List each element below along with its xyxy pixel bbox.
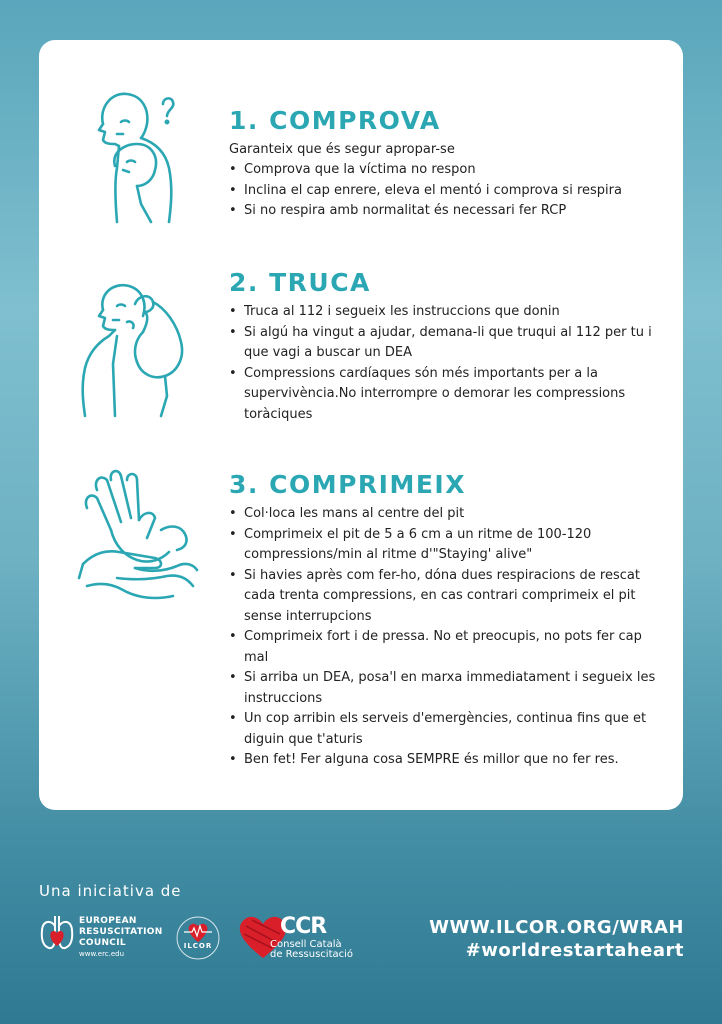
initiative-label: Una iniciativa de <box>39 882 182 900</box>
ilcor-logo <box>174 912 222 964</box>
bullet-list <box>229 504 669 771</box>
check-person-icon <box>89 88 189 228</box>
section-compress <box>229 470 669 771</box>
list-item: • Col·loca les mans al centre del pit <box>229 504 669 525</box>
list-item: • Si havies après com fer-ho, dóna dues respiracions de rescat cada trenta compressions, en cas contrari comprimeix el pit sense interrupcions <box>229 566 669 628</box>
ccr-name-line2: de Ressuscitació <box>270 949 354 960</box>
section-title: 2. TRUCA <box>229 268 371 297</box>
ccr-name-line1: Consell Català <box>270 939 342 950</box>
erc-logo <box>39 912 169 962</box>
info-card <box>39 40 683 810</box>
ccr-name <box>270 940 353 960</box>
ilcor-heartbeat-icon <box>174 912 222 964</box>
ccr-abbr: CCR <box>280 914 327 939</box>
lungs-heart-icon <box>39 912 75 952</box>
phone-call-person-icon <box>73 276 193 420</box>
list-item: • Inclina el cap enrere, eleva el mentó i comprova si respira <box>229 181 669 202</box>
list-item: • Compressions cardíaques són més importants per a la supervivència.No interrompre o demorar les compressions toràciques <box>229 364 669 426</box>
hashtag: #worldrestartaheart <box>465 940 684 961</box>
erc-url: www.erc.edu <box>79 950 125 958</box>
list-item: • Ben fet! Fer alguna cosa SEMPRE és millor que no fer res. <box>229 750 669 771</box>
section-call <box>229 268 669 425</box>
list-item: • Comprimeix fort i de pressa. No et preocupis, no pots fer cap mal <box>229 627 669 668</box>
section-title: 1. COMPROVA <box>229 106 441 135</box>
list-item: • Comprimeix el pit de 5 a 6 cm a un ritme de 100-120 compressions/min al ritme d'"Staying' alive" <box>229 525 669 566</box>
list-item: • Un cop arribin els serveis d'emergències, continua fins que et diguin que t'aturis <box>229 709 669 750</box>
section-intro: Garanteix que és segur apropar-se <box>229 142 455 157</box>
list-item: • Comprova que la víctima no respon <box>229 160 669 181</box>
section-title: 3. COMPRIMEIX <box>229 470 466 499</box>
list-item: • Truca al 112 i segueix les instruccions que donin <box>229 302 669 323</box>
list-item: • Si arriba un DEA, posa'l en marxa immediatament i segueix les instruccions <box>229 668 669 709</box>
list-item: • Si no respira amb normalitat és necessari fer RCP <box>229 201 669 222</box>
section-check <box>229 106 669 222</box>
website-link[interactable]: WWW.ILCOR.ORG/WRAH <box>429 917 684 938</box>
list-item: • Si algú ha vingut a ajudar, demana-li que truqui al 112 per tu i que vagi a buscar un DEA <box>229 323 669 364</box>
bullet-list <box>229 160 669 222</box>
ccr-logo <box>236 912 356 966</box>
ilcor-name: ILCOR <box>183 942 213 950</box>
erc-name: EUROPEAN RESUSCITATION COUNCIL <box>79 916 163 948</box>
cpr-hands-icon <box>77 468 201 608</box>
bullet-list <box>229 302 669 425</box>
